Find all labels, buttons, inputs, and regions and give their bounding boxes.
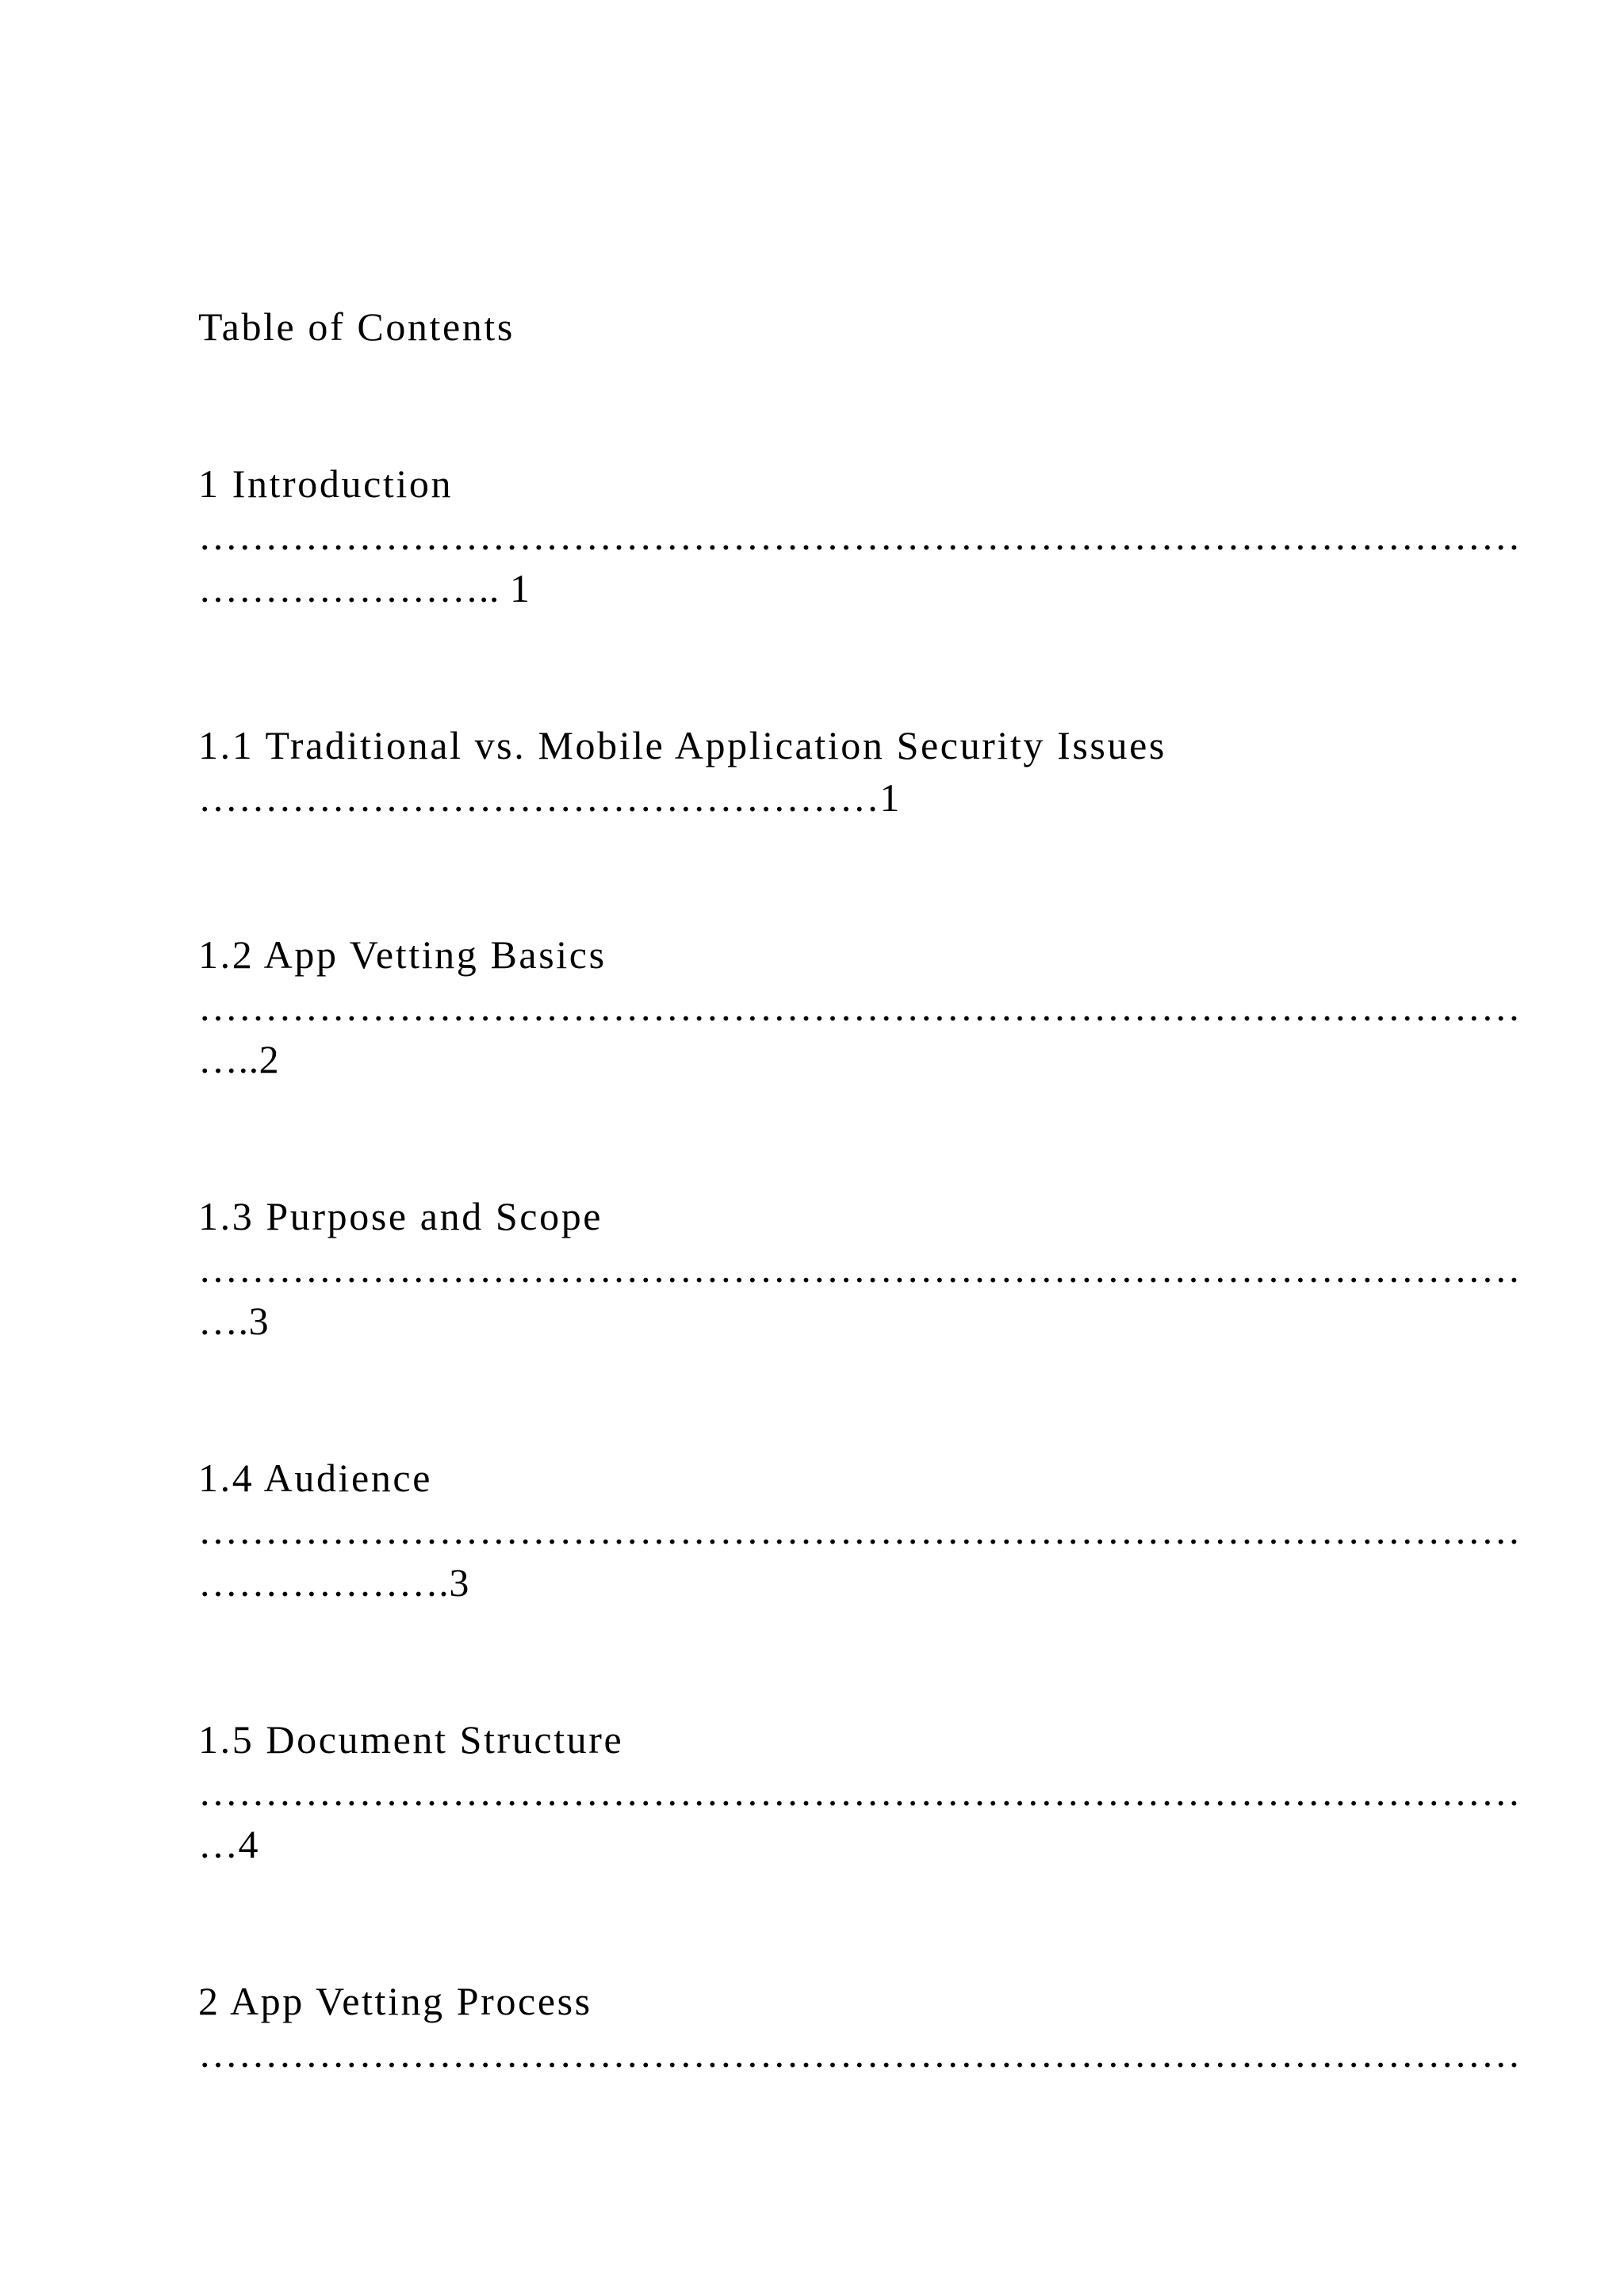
toc-entry-heading: 1.2 App Vetting Basics [198, 932, 607, 977]
toc-entry-heading: 1.3 Purpose and Scope [198, 1194, 603, 1238]
toc-entry-heading: 1.4 Audience [198, 1456, 433, 1500]
toc-entry-page: ……………….3 [198, 1560, 469, 1605]
toc-entry-heading: 1 Introduction [198, 461, 454, 506]
toc-entry-heading: 1.1 Traditional vs. Mobile Application Security Issues [198, 723, 1166, 767]
toc-entry-leader: ……………………………………………………………………………………… [198, 985, 1522, 1029]
toc-entry-leader: ……………………………………………………………………………………… [198, 1508, 1522, 1552]
toc-entry-page: ….3 [198, 1299, 270, 1343]
toc-entry-page: ………………….. 1 [198, 566, 530, 610]
toc-entry-leader: ……………………………………………1 [198, 775, 900, 820]
toc-entry-leader: ……………………………………………………………………………………… [198, 1770, 1522, 1814]
toc-entry-leader: ……………………………………………………………………………………… [198, 514, 1522, 558]
toc-entry-leader: ……………………………………………………………………………………… [198, 2031, 1522, 2076]
toc-entry-heading: 2 App Vetting Process [198, 1979, 592, 2023]
toc-entry-page: …..2 [198, 1037, 280, 1081]
toc-entry-page: …4 [198, 1822, 259, 1866]
toc-title: Table of Contents [198, 304, 515, 349]
toc-entry-leader: ……………………………………………………………………………………… [198, 1246, 1522, 1291]
toc-entry-heading: 1.5 Document Structure [198, 1717, 624, 1762]
